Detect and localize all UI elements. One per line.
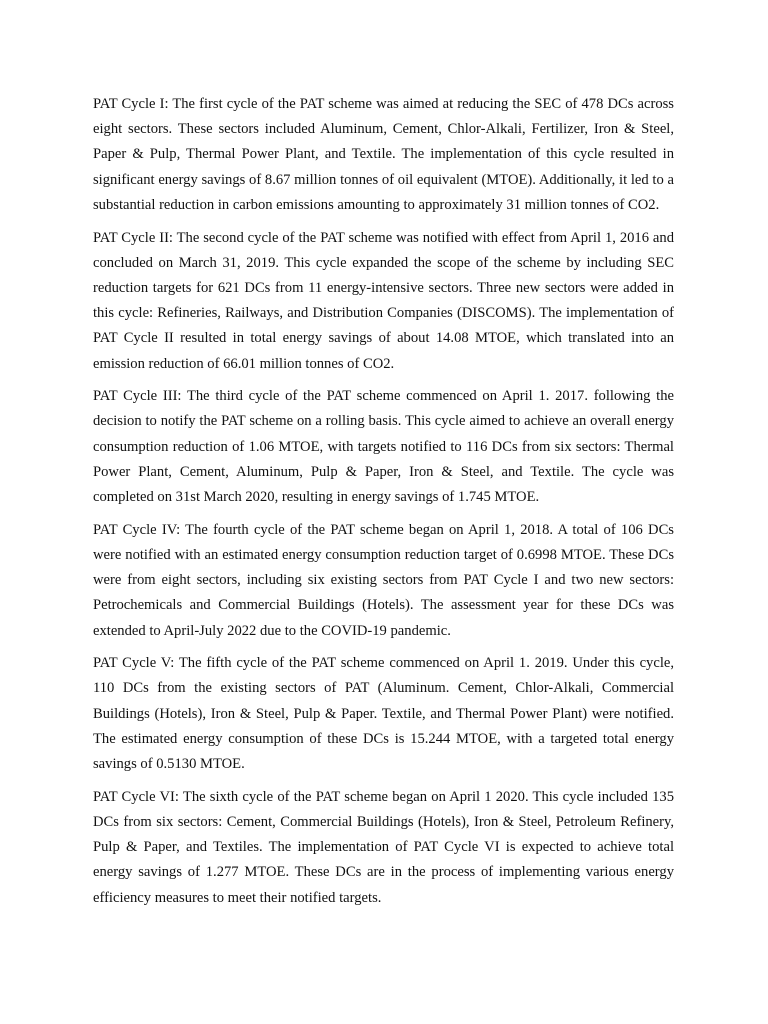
paragraph-pat-cycle-3: PAT Cycle III: The third cycle of the PAT scheme commenced on April 1. 2017. following the decision to notify the PAT scheme on a rolling basis. This cycle aimed to achieve an overall energy consumption reduction of 1.06 MTOE, with targets notified to 116 DCs from six sectors: Thermal Power Plant, Cement, Aluminum, Pulp & Paper, Iron & Steel, and Textile. The cycle was completed on 31st March 2020, resulting in energy savings of 1.745 MTOE.	[93, 388, 674, 506]
paragraph-pat-cycle-5: PAT Cycle V: The fifth cycle of the PAT scheme commenced on April 1. 2019. Under this cycle, 110 DCs from the existing sectors of PAT (Aluminum. Cement, Chlor-Alkali, Commercial Buildings (Hotels), Iron & Steel, Pulp & Paper. Textile, and Thermal Power Plant) were notified. The estimated energy consumption of these DCs is 15.244 MTOE, with a targeted total energy savings of 0.5130 MTOE.	[93, 655, 674, 773]
paragraph-pat-cycle-2: PAT Cycle II: The second cycle of the PAT scheme was notified with effect from April 1, 2016 and concluded on March 31, 2019. This cycle expanded the scope of the scheme by including SEC reduction targets for 621 DCs from 11 energy-intensive sectors. Three new sectors were added in this cycle: Refineries, Railways, and Distribution Companies (DISCOMS). The implementation of PAT Cycle II resulted in total energy savings of about 14.08 MTOE, which translated into an emission reduction of 66.01 million tonnes of CO2.	[93, 229, 674, 372]
paragraph-pat-cycle-1: PAT Cycle I: The first cycle of the PAT scheme was aimed at reducing the SEC of 478 DCs across eight sectors. These sectors included Aluminum, Cement, Chlor-Alkali, Fertilizer, Iron & Steel, Paper & Pulp, Thermal Power Plant, and Textile. The implementation of this cycle resulted in significant energy savings of 8.67 million tonnes of oil equivalent (MTOE). Additionally, it led to a substantial reduction in carbon emissions amounting to approximately 31 million tonnes of CO2.	[93, 96, 674, 213]
paragraph-pat-cycle-6: PAT Cycle VI: The sixth cycle of the PAT scheme began on April 1 2020. This cycle included 135 DCs from six sectors: Cement, Commercial Buildings (Hotels), Iron & Steel, Petroleum Refinery, Pulp & Paper, and Textiles. The implementation of PAT Cycle VI is expected to achieve total energy savings of 1.277 MTOE. These DCs are in the process of implementing various energy efficiency measures to meet their notified targets.	[93, 788, 674, 906]
document-body	[93, 92, 674, 918]
paragraph-pat-cycle-4: PAT Cycle IV: The fourth cycle of the PAT scheme began on April 1, 2018. A total of 106 DCs were notified with an estimated energy consumption reduction target of 0.6998 MTOE. These DCs were from eight sectors, including six existing sectors from PAT Cycle I and two new sectors: Petrochemicals and Commercial Buildings (Hotels). The assessment year for these DCs was extended to April-July 2022 due to the COVID-19 pandemic.	[93, 521, 674, 639]
